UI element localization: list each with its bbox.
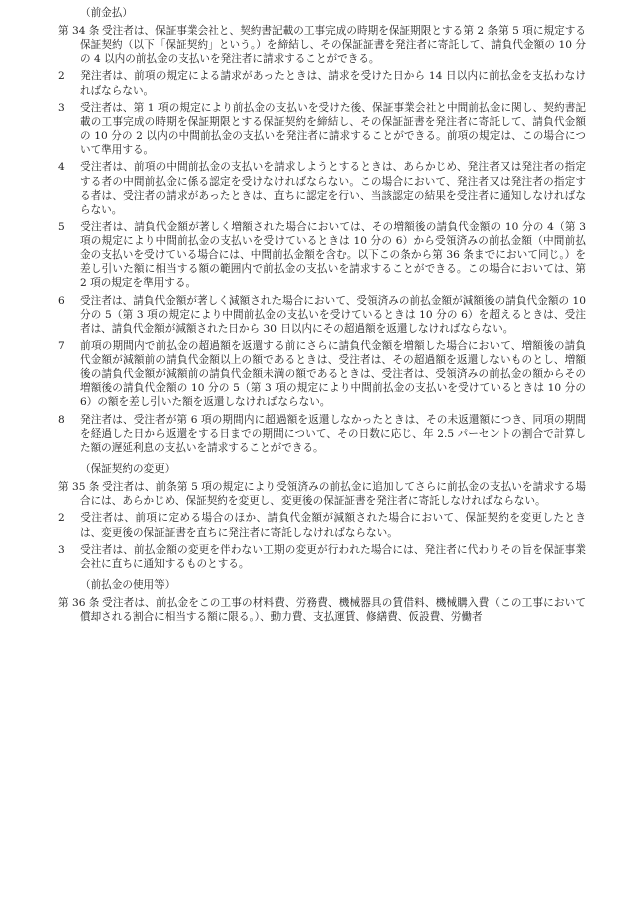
article-heading: （前払金の使用等） bbox=[80, 578, 176, 591]
clause-text: 受注者は、前条第 5 項の規定により受領済みの前払金に追加してさらに前払金の支払いを請求する場合には、あらかじめ、保証契約を変更し、変更後の保証証書を発注者に寄託しなければならない。 bbox=[80, 481, 586, 508]
clause-text: 受注者は、第 1 項の規定により前払金の支払いを受けた後、保証事業会社と中間前払金に関し、契約書記載の工事完成の時期を保証期限とする保証契約を締結し、その保証証書を発注者に寄託して、請負代金額の 10 分の 2 以内の中間前払金の支払いを発注者に請求することができる。前項の規定は、この場合について準用する。 bbox=[80, 101, 586, 157]
clause-number: 5 bbox=[58, 220, 65, 233]
clause-paragraph bbox=[58, 543, 586, 571]
clause-number: 8 bbox=[58, 413, 65, 426]
clause-paragraph bbox=[58, 294, 586, 336]
clause-paragraph bbox=[58, 160, 586, 216]
clause-text: 発注者は、前項の規定による請求があったときは、請求を受けた日から 14 日以内に前払金を支払わなければならない。 bbox=[80, 70, 586, 97]
clause-text: 前項の期間内で前払金の超過額を返還する前にさらに請負代金額を増額した場合において、増額後の請負代金額が減額前の請負代金額以上の額であるときは、受注者は、その超過額を返還しないものとし、増額後の請負代金額が減額前の請負代金額未満の額であるときは、受注者は、受領済みの前払金の額からその増額後の請負代金額の 10 分の 5（第 3 項の規定により中間前払金の支払いを受けているときは 10 分の 6）の額を差し引いた額を返還しなければならない。 bbox=[80, 340, 586, 409]
clause-paragraph bbox=[58, 413, 586, 455]
clause-text: 受注者は、請負代金額が著しく増額された場合においては、その増額後の請負代金額の 10 分の 4（第 3 項の規定により中間前払金の支払いを受けているときは 10 分の 6）から受領済みの前払金額（中間前払金の支払いを受けている場合には、中間前払金額を含む。以下この条から第 36 条までにおいて同じ。）を差し引いた額に相当する額の範囲内で前払金の支払いを請求することができる。この場合においては、第 2 項の規定を準用する。 bbox=[80, 220, 586, 290]
clause-paragraph bbox=[58, 101, 586, 157]
clause-text: 受注者は、前払金額の変更を伴わない工期の変更が行われた場合には、発注者に代わりその旨を保証事業会社に直ちに通知するものとする。 bbox=[80, 543, 586, 570]
clause-paragraph bbox=[58, 511, 586, 539]
clause-text: 発注者は、受注者が第 6 項の期間内に超過額を返還しなかったときは、その未返還額につき、同項の期間を経過した日から返還をする日までの期間について、その日数に応じ、年 2.5 パーセントの割合で計算した額の遅延利息の支払いを請求することができる。 bbox=[80, 413, 586, 454]
clause-number: 2 bbox=[58, 70, 65, 83]
article-paragraph bbox=[58, 24, 586, 66]
article-number: 第 36 条 bbox=[58, 596, 100, 609]
document-body bbox=[58, 6, 586, 627]
clause-paragraph bbox=[58, 339, 586, 409]
article-paragraph bbox=[58, 480, 586, 508]
clause-text: 受注者は、前項に定める場合のほか、請負代金額が減額された場合において、保証契約を変更したときは、変更後の保証証書を直ちに発注者に寄託しなければならない。 bbox=[80, 512, 586, 539]
clause-number: 6 bbox=[58, 294, 65, 307]
clause-text: 受注者は、保証事業会社と、契約書記載の工事完成の時期を保証期限とする第 2 条第 5 項に規定する保証契約（以下「保証契約」という。）を締結し、その保証証書を発注者に寄託して、請負代金額の 10 分の 4 以内の前払金の支払いを発注者に請求することができる。 bbox=[80, 25, 586, 66]
clause-paragraph bbox=[58, 220, 586, 290]
article-heading: （保証契約の変更） bbox=[80, 463, 176, 476]
article-heading: （前金払） bbox=[80, 7, 133, 19]
clause-number: 3 bbox=[58, 543, 65, 556]
clause-text: 受注者は、請負代金額が著しく減額された場合において、受領済みの前払金額が減額後の請負代金額の 10 分の 5（第 3 項の規定により中間前払金の支払いを受けているときは 10 分の 6）を超えるときは、受注者は、請負代金額が減額された日から 30 日以内にその超過額を返還しなければならない。 bbox=[80, 294, 586, 335]
clause-paragraph bbox=[58, 69, 586, 97]
clause-number: 3 bbox=[58, 101, 65, 114]
clause-text: 受注者は、前払金をこの工事の材料費、労務費、機械器具の賃借料、機械購入費（この工事において償却される割合に相当する額に限る。）、動力費、支払運賃、修繕費、仮設費、労働者 bbox=[80, 596, 586, 624]
article-number: 第 34 条 bbox=[58, 25, 100, 37]
clause-number: 7 bbox=[58, 340, 65, 353]
article-paragraph bbox=[58, 596, 586, 624]
clause-number: 4 bbox=[58, 161, 65, 174]
clause-text: 受注者は、前項の中間前払金の支払いを請求しようとするときは、あらかじめ、発注者又は発注者の指定する者の中間前払金に係る認定を受けなければならない。この場合において、発注者又は発注者の指定する者は、受注者の請求があったときは、直ちに認定を行い、当該認定の結果を受注者に通知しなければならない。 bbox=[80, 161, 586, 216]
article-number: 第 35 条 bbox=[58, 481, 100, 494]
clause-number: 2 bbox=[58, 512, 65, 525]
